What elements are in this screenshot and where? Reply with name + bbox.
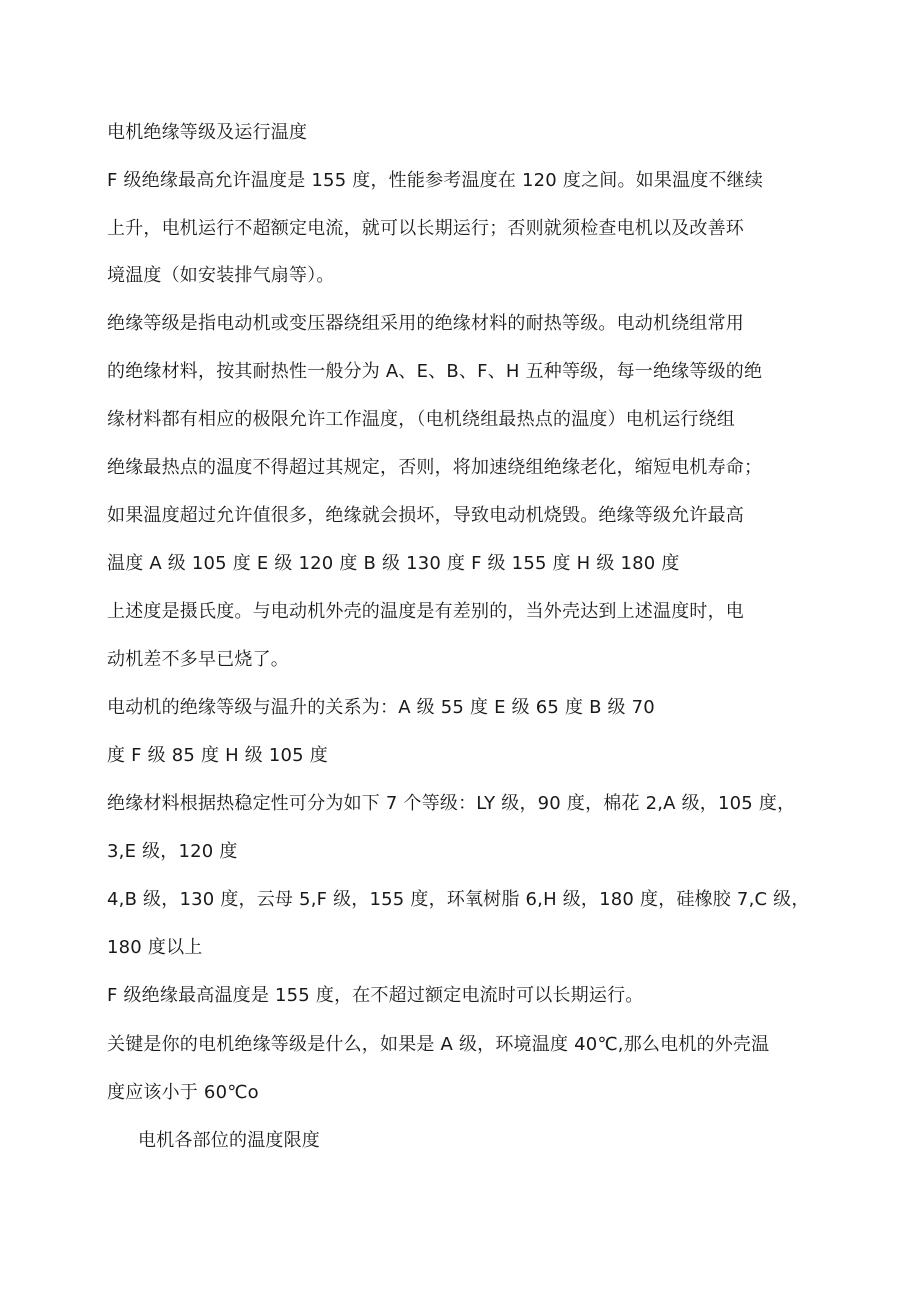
paragraph-line: 180 度以上 bbox=[107, 937, 203, 958]
paragraph-line: 电动机的绝缘等级与温升的关系为：A 级 55 度 E 级 65 度 B 级 70 bbox=[107, 697, 655, 718]
paragraph-line: 境温度（如安装排气扇等）。 bbox=[107, 265, 335, 286]
document-title: 电机绝缘等级及运行温度 bbox=[107, 122, 308, 143]
paragraph-line: 上升，电机运行不超额定电流，就可以长期运行；否则就须检查电机以及改善环 bbox=[107, 218, 744, 239]
paragraph-line: 关键是你的电机绝缘等级是什么，如果是 A 级，环境温度 40℃,那么电机的外壳温 bbox=[107, 1034, 770, 1055]
paragraph-line: 绝缘最热点的温度不得超过其规定，否则，将加速绕组绝缘老化，缩短电机寿命； bbox=[107, 457, 763, 478]
paragraph-line: 4,B 级，130 度，云母 5,F 级，155 度，环氧树脂 6,H 级，180 度，硅橡胶 7,C 级， bbox=[107, 889, 810, 910]
paragraph-line: 如果温度超过允许值很多，绝缘就会损坏，导致电动机烧毁。绝缘等级允许最高 bbox=[107, 505, 744, 526]
paragraph-line: 度应该小于 60℃o bbox=[107, 1082, 259, 1103]
paragraph-line: 度 F 级 85 度 H 级 105 度 bbox=[107, 745, 328, 766]
section-heading: 电机各部位的温度限度 bbox=[138, 1130, 320, 1151]
paragraph-line: 的绝缘材料，按其耐热性一般分为 A、E、B、F、H 五种等级，每一绝缘等级的绝 bbox=[107, 361, 763, 382]
paragraph-line: 温度 A 级 105 度 E 级 120 度 B 级 130 度 F 级 155 度 H 级 180 度 bbox=[107, 553, 680, 574]
paragraph-line: 绝缘材料根据热稳定性可分为如下 7 个等级：LY 级，90 度，棉花 2,A 级，105 度， bbox=[107, 793, 796, 814]
paragraph-line: 上述度是摄氏度。与电动机外壳的温度是有差别的，当外壳达到上述温度时，电 bbox=[107, 601, 744, 622]
paragraph-line: F 级绝缘最高允许温度是 155 度，性能参考温度在 120 度之间。如果温度不继续 bbox=[107, 170, 764, 191]
paragraph-line: 3,E 级，120 度 bbox=[107, 841, 238, 862]
paragraph-line: F 级绝缘最高温度是 155 度，在不超过额定电流时可以长期运行。 bbox=[107, 985, 644, 1006]
paragraph-line: 绝缘等级是指电动机或变压器绕组采用的绝缘材料的耐热等级。电动机绕组常用 bbox=[107, 313, 744, 334]
paragraph-line: 动机差不多早已烧了。 bbox=[107, 649, 289, 670]
paragraph-line: 缘材料都有相应的极限允许工作温度，（电机绕组最热点的温度）电机运行绕组 bbox=[107, 409, 735, 430]
